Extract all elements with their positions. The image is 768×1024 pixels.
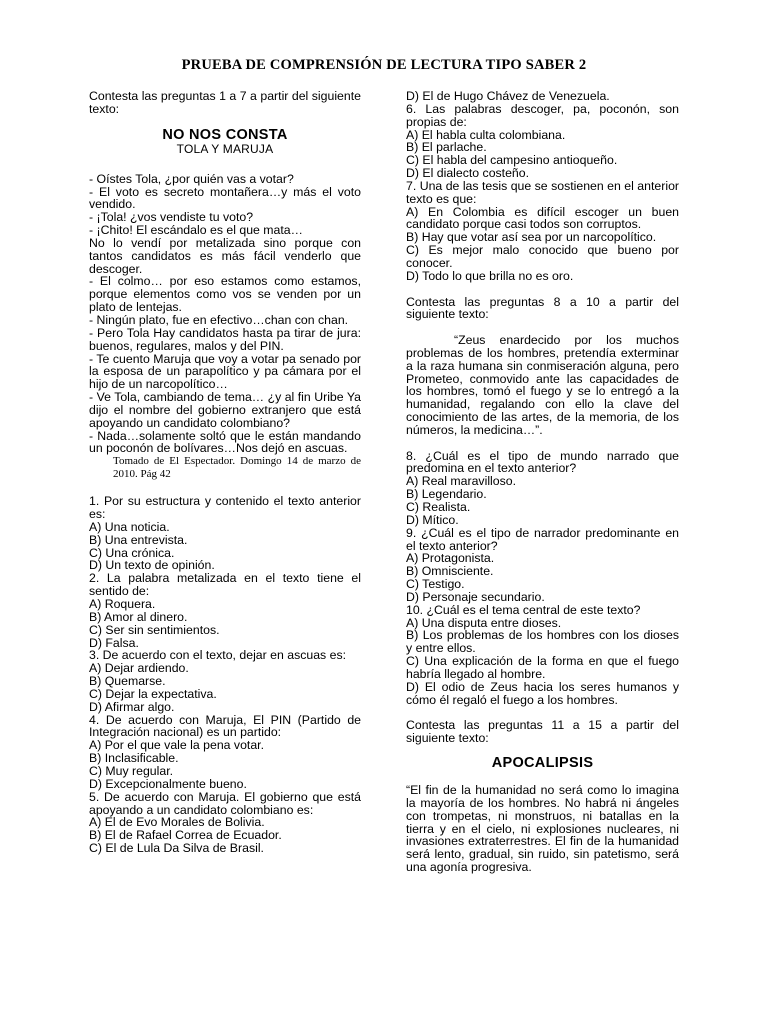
question-line: A) Una disputa entre dioses.: [406, 615, 562, 630]
question-line: D) Falsa.: [89, 635, 139, 650]
question-line: B) Inclasificable.: [89, 751, 179, 766]
question-line: B) Amor al dinero.: [89, 609, 188, 624]
question-line: C) El habla del campesino antioqueño.: [406, 153, 618, 168]
question-line: A) Roquera.: [89, 597, 156, 611]
source-citation: Tomado de El Espectador. Domingo 14 de marzo de 2010. Pág 42: [113, 455, 361, 481]
zeus-quote: [406, 334, 679, 437]
question-line: B) Legendario.: [406, 487, 487, 502]
question-line: 4. De acuerdo con Maruja, El PIN (Partido de Integración nacional) es un partido:: [89, 712, 361, 740]
question-line: D) El odio de Zeus hacia los seres humanos y cómo él regaló el fuego a los hombres.: [406, 679, 679, 707]
dialogue-line: - Ve Tola, cambiando de tema… ¿y al fin Uribe Ya dijo el nombre del gobierno extranjero que está apoyando un candidato colombiano?: [89, 390, 361, 430]
questions-5-7: [406, 90, 679, 283]
apocalipsis-text: “El fin de la humanidad no será como lo imagina la mayoría de los hombres. No habrá ni ángeles con trompetas, ni monstruos, ni batallas en la tierra y en el cielo, ni explosiones nucleares, ni invasiones extraterrestres. El fin de la humanidad será lento, gradual, sin ruido, sin patetismo, será una agonía progresiva.: [406, 783, 679, 875]
question-line: B) Una entrevista.: [89, 532, 188, 547]
right-column: [406, 90, 679, 874]
question-line: 5. De acuerdo con Maruja. El gobierno que está apoyando a un candidato colombiano es:: [89, 789, 361, 817]
question-line: 1. Por su estructura y contenido el texto anterior es:: [89, 494, 361, 522]
question-line: B) Los problemas de los hombres con los dioses y entre ellos.: [406, 628, 679, 656]
question-line: B) Hay que votar así sea por un narcopolítico.: [406, 230, 657, 245]
question-line: C) Realista.: [406, 500, 471, 514]
instructions-8-10: Contesta las preguntas 8 a 10 a partir del siguiente texto:: [406, 294, 679, 322]
dialogue: [89, 173, 361, 456]
dialogue-line: - El voto es secreto montañera…y más el voto vendido.: [89, 184, 361, 212]
question-line: B) El parlache.: [406, 140, 487, 155]
question-line: C) Muy regular.: [89, 763, 174, 778]
dialogue-line: No lo vendí por metalizada sino porque con tantos candidatos es más fácil venderlo que descoger.: [89, 235, 361, 276]
question-line: 9. ¿Cuál es el tipo de narrador predominante en el texto anterior?: [406, 525, 679, 553]
question-line: D) El de Hugo Chávez de Venezuela.: [406, 89, 610, 103]
question-line: A) En Colombia es difícil escoger un buen candidato porque casi todos son corruptos.: [406, 204, 679, 232]
question-line: D) El dialecto costeño.: [406, 166, 530, 181]
question-line: 2. La palabra metalizada en el texto tiene el sentido de:: [89, 571, 361, 599]
questions-1-5: [89, 495, 361, 855]
question-line: C) Una crónica.: [89, 545, 175, 560]
question-line: 3. De acuerdo con el texto, dejar en ascuas es:: [89, 648, 347, 663]
instructions-1-7: Contesta las preguntas 1 a 7 a partir del siguiente texto:: [89, 89, 361, 116]
question-line: A) Por el que vale la pena votar.: [89, 738, 264, 753]
question-line: C) Testigo.: [406, 577, 465, 592]
question-line: B) Omnisciente.: [406, 564, 494, 579]
question-line: A) El habla culta colombiana.: [406, 127, 566, 142]
question-line: C) Una explicación de la forma en que el fuego habría llegado al hombre.: [406, 654, 679, 681]
question-line: D) Personaje secundario.: [406, 589, 545, 604]
dialogue-line: - Oístes Tola, ¿por quién vas a votar?: [89, 171, 294, 186]
question-line: 6. Las palabras descoger, pa, poconón, son propias de:: [406, 101, 679, 129]
question-line: 8. ¿Cuál es el tipo de mundo narrado que predomina en el texto anterior?: [406, 448, 679, 476]
dialogue-line: - Pero Tola Hay candidatos hasta pa tirar de jura: buenos, regulares, malos y del PIN.: [89, 325, 361, 353]
question-line: A) El de Evo Morales de Bolivia.: [89, 815, 265, 830]
dialogue-line: - ¡Chito! El escándalo es el que mata…: [89, 223, 303, 238]
quote-text: “Zeus enardecido por los muchos problemas de los hombres, pretendía exterminar a la raza humana sin conmiseración alguna, pero Prometeo, conmovido ante las capacidades de los hombres, tomó el fuego y se lo entregó a la humanidad, regalando con ello la clave del conocimiento de las artes, de la memoria, de los números, la medicina…”.: [406, 333, 679, 437]
question-line: A) Real maravilloso.: [406, 474, 517, 489]
text-title-no-nos-consta: NO NOS CONSTA: [162, 126, 288, 143]
questions-8-10: [406, 450, 679, 707]
page-title: PRUEBA DE COMPRENSIÓN DE LECTURA TIPO SABER 2: [181, 57, 587, 73]
question-line: D) Mítico.: [406, 512, 459, 527]
dialogue-line: - Te cuento Maruja que voy a votar pa senado por la esposa de un parapolítico y pa cámara por el hijo de un narcopolítico…: [89, 351, 361, 392]
text-subtitle: TOLA Y MARUJA: [176, 141, 274, 156]
question-line: D) Excepcionalmente bueno.: [89, 776, 247, 791]
question-line: D) Afirmar algo.: [89, 699, 175, 714]
question-line: 7. Una de las tesis que se sostienen en el anterior texto es que:: [406, 178, 679, 206]
text-title-apocalipsis: APOCALIPSIS: [491, 755, 594, 772]
instructions-11-15: Contesta las preguntas 11 a 15 a partir del siguiente texto:: [406, 718, 679, 746]
question-line: D) Todo lo que brilla no es oro.: [406, 268, 574, 283]
dialogue-line: - ¡Tola! ¿vos vendiste tu voto?: [89, 210, 254, 225]
question-line: A) Una noticia.: [89, 519, 170, 534]
dialogue-line: - Nada…solamente soltó que le están mandando un poconón de bolívares…Nos dejó en ascuas.: [89, 428, 361, 456]
question-line: A) Dejar ardiendo.: [89, 661, 189, 676]
question-line: 10. ¿Cuál es el tema central de este texto?: [406, 602, 641, 617]
question-line: D) Un texto de opinión.: [89, 558, 215, 573]
question-line: C) Es mejor malo conocido que bueno por conocer.: [406, 243, 679, 270]
question-line: B) El de Rafael Correa de Ecuador.: [89, 828, 282, 843]
dialogue-line: - El colmo… por eso estamos como estamos, porque elementos como vos se venden por un plato de lentejas.: [89, 274, 361, 315]
question-line: A) Protagonista.: [406, 551, 495, 566]
question-line: C) Dejar la expectativa.: [89, 686, 217, 701]
dialogue-line: - Ningún plato, fue en efectivo…chan con chan.: [89, 312, 349, 327]
question-line: B) Quemarse.: [89, 674, 166, 689]
left-column: [89, 90, 361, 855]
question-line: C) El de Lula Da Silva de Brasil.: [89, 841, 264, 856]
question-line: C) Ser sin sentimientos.: [89, 622, 220, 637]
